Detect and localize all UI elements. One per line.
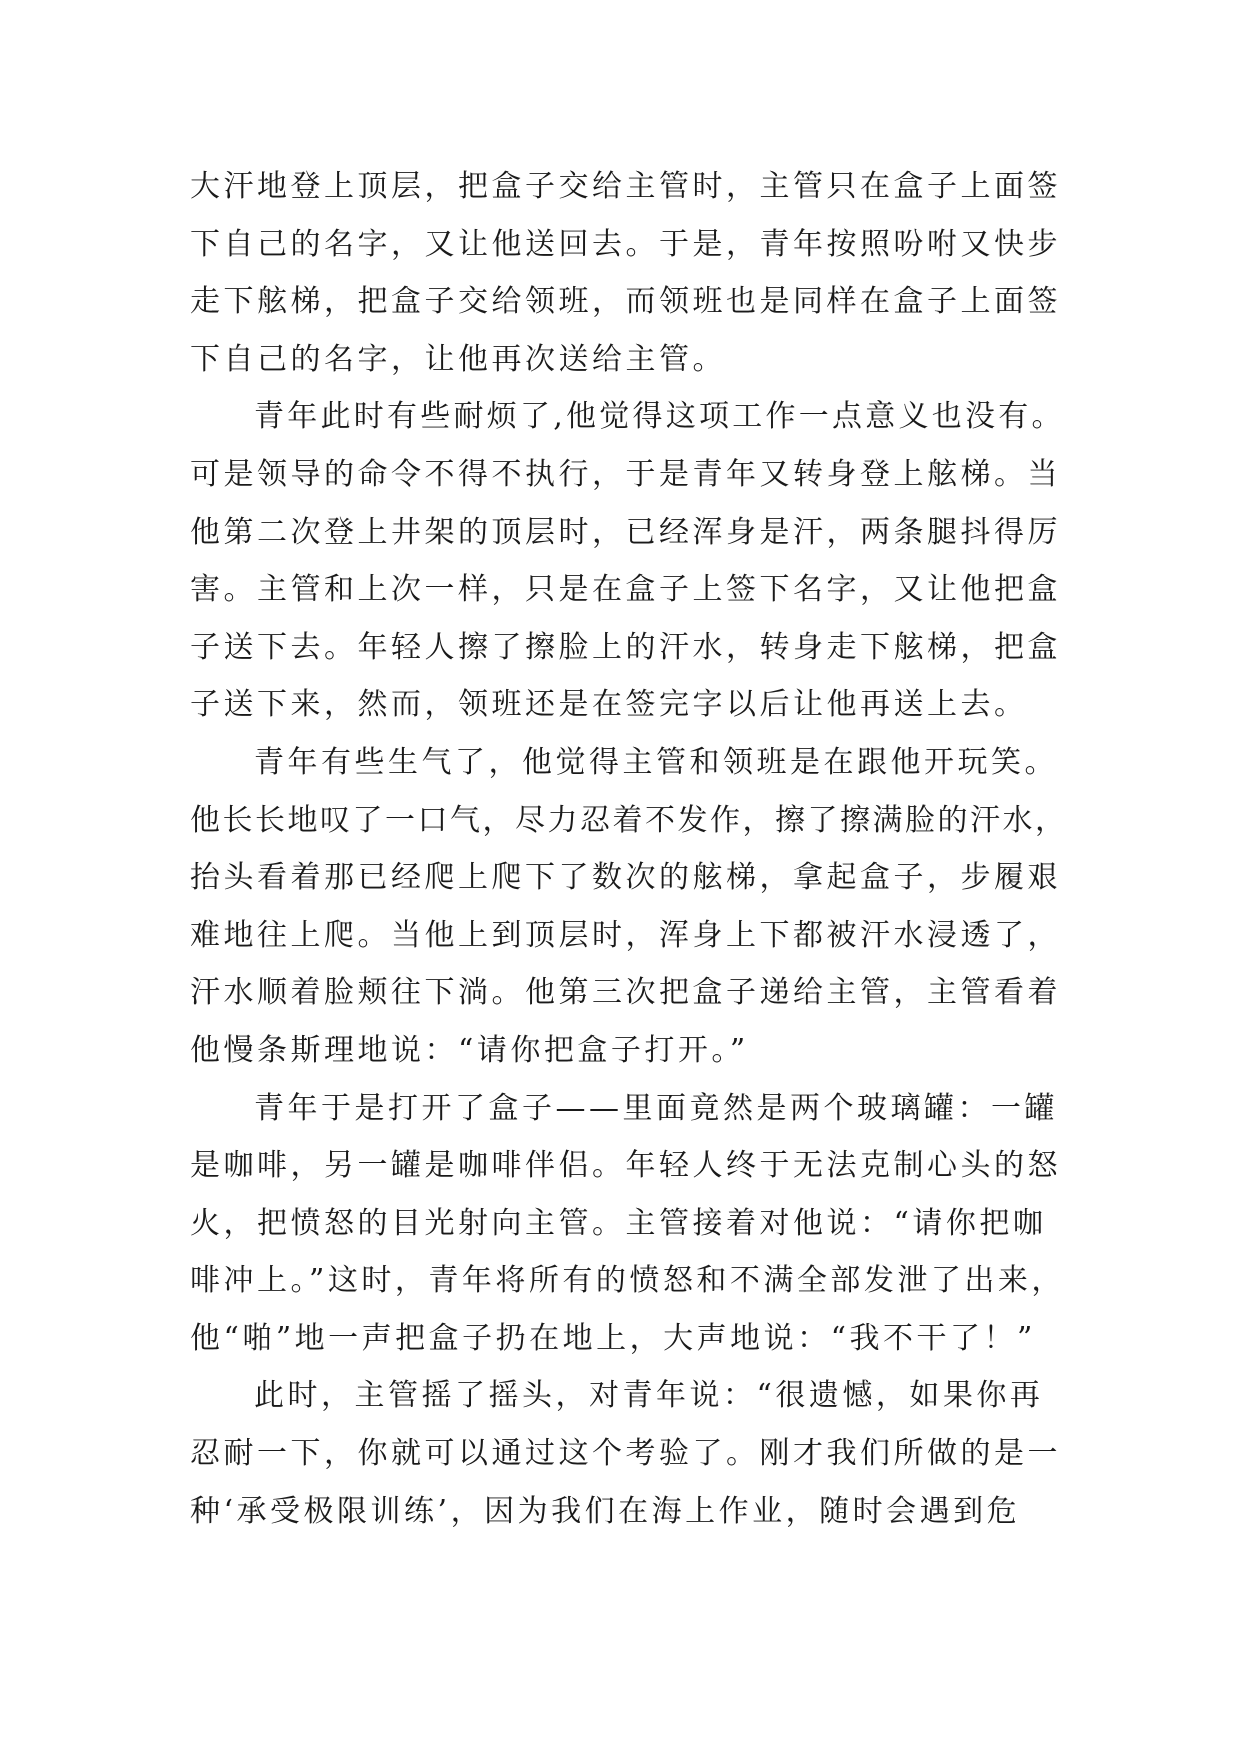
text-line: 子送下来，然而，领班还是在签完字以后让他再送上去。 [190,687,1028,723]
text-line: 大汗地登上顶层，把盒子交给主管时，主管只在盒子上面签 [190,169,1061,204]
text-line: 啡冲上。”这时，青年将所有的愤怒和不满全部发泄了出来， [190,1263,1065,1299]
text-line: 他长长地叹了一口气，尽力忍着不发作，擦了擦满脸的汗水， [190,802,1068,838]
text-line: 忍耐一下，你就可以通过这个考验了。刚才我们所做的是一 [190,1436,1061,1472]
text-line: 是咖啡，另一罐是咖啡伴侣。年轻人终于无法克制心头的怒 [190,1148,1061,1184]
text-line: 种‘承受极限训练’，因为我们在海上作业，随时会遇到危 [190,1493,1021,1529]
document-body [190,158,1070,1540]
text-line: 可是领导的命令不得不执行，于是青年又转身登上舷梯。当 [190,456,1061,492]
text-line: 难地往上爬。当他上到顶层时，浑身上下都被汗水浸透了， [190,917,1061,953]
paragraph-start-line: 青年于是打开了盒子——里面竟然是两个玻璃罐：一罐 [254,1090,1058,1126]
text-line: 他“啪”地一声把盒子扔在地上，大声地说：“我不干了！” [190,1320,1036,1356]
paragraph-start-line: 青年此时有些耐烦了,他觉得这项工作一点意义也没有。 [254,399,1065,435]
text-line: 汗水顺着脸颊往下淌。他第三次把盒子递给主管，主管看着 [190,975,1061,1011]
text-line: 子送下去。年轻人擦了擦脸上的汗水，转身走下舷梯，把盒 [190,629,1061,665]
text-line: 他第二次登上井架的顶层时，已经浑身是汗，两条腿抖得厉 [190,514,1061,550]
text-line: 走下舷梯，把盒子交给领班，而领班也是同样在盒子上面签 [190,284,1061,320]
paragraph-start-line: 此时，主管摇了摇头，对青年说：“很遗憾，如果你再 [254,1378,1044,1414]
text-line: 下自己的名字，让他再次送给主管。 [190,341,726,377]
text-line: 抬头看着那已经爬上爬下了数次的舷梯，拿起盒子，步履艰 [190,860,1061,896]
text-line: 他慢条斯理地说：“请你把盒子打开。” [190,1032,749,1068]
text-line: 害。主管和上次一样，只是在盒子上签下名字，又让他把盒 [190,572,1061,608]
text-line: 下自己的名字，又让他送回去。于是，青年按照吩咐又快步 [190,226,1061,262]
paragraph-start-line: 青年有些生气了，他觉得主管和领班是在跟他开玩笑。 [254,744,1058,780]
text-line: 火，把愤怒的目光射向主管。主管接着对他说：“请你把咖 [190,1205,1047,1241]
